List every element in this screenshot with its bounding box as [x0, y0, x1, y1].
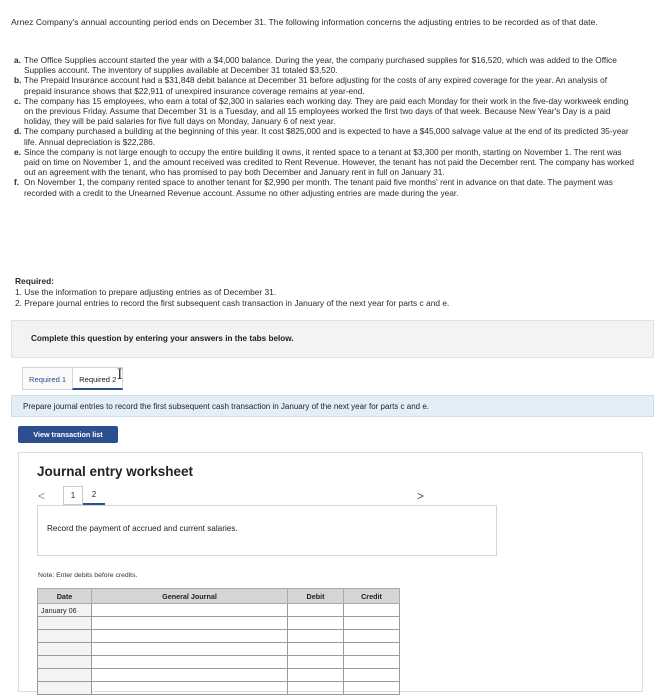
list-item — [14, 177, 636, 197]
general-journal-cell[interactable] — [92, 617, 288, 630]
instruction-text: Complete this question by entering your answers in the tabs below. — [31, 334, 294, 343]
item-text: The company purchased a building at the beginning of this year. It cost $825,000 and is expected to have a $45,000 salvage value at the end of its predicted 35-year life. Annual depreciation is $22,286. — [24, 126, 629, 147]
table-row — [38, 656, 400, 669]
journal-entry-worksheet — [18, 452, 643, 692]
table-row — [38, 643, 400, 656]
journal-table — [37, 588, 400, 695]
debit-credit-note: Note: Enter debits before credits. — [38, 572, 138, 579]
general-journal-cell[interactable] — [92, 630, 288, 643]
date-cell — [38, 643, 92, 656]
tab-instruction-bar — [11, 395, 654, 417]
table-header-row — [38, 589, 400, 604]
debit-cell[interactable] — [288, 630, 344, 643]
required-heading: Required: — [15, 276, 55, 286]
record-instruction-text: Record the payment of accrued and current salaries. — [47, 524, 238, 533]
tab-required-1[interactable]: Required 1 — [22, 367, 73, 390]
item-text: The Office Supplies account started the year with a $4,000 balance. During the year, the company purchased supplies for $16,520, which was added to the Office Supplies account. The inventory of supplies available at December 31 totaled $3,520. — [24, 55, 617, 76]
problem-intro: Arnez Company's annual accounting period ends on December 31. The following information concerns the adjusting entries to be recorded as of that date. — [11, 17, 598, 27]
credit-cell[interactable] — [344, 617, 400, 630]
debit-cell[interactable] — [288, 682, 344, 695]
debit-cell[interactable] — [288, 643, 344, 656]
credit-cell[interactable] — [344, 656, 400, 669]
required-line-1: 1. Use the information to prepare adjusting entries as of December 31. — [15, 287, 277, 297]
item-label: b. — [14, 75, 22, 86]
column-header-debit: Debit — [288, 589, 344, 604]
chevron-right-icon[interactable]: > — [417, 489, 425, 503]
general-journal-cell[interactable] — [92, 656, 288, 669]
worksheet-title: Journal entry worksheet — [37, 464, 194, 479]
table-row — [38, 682, 400, 695]
item-label: c. — [14, 95, 21, 106]
problem-items-list — [14, 55, 636, 198]
required-section — [15, 276, 449, 309]
credit-cell[interactable] — [344, 669, 400, 682]
column-header-general-journal: General Journal — [92, 589, 288, 604]
record-instruction-box — [37, 505, 497, 556]
date-cell — [38, 669, 92, 682]
column-header-date: Date — [38, 589, 92, 604]
table-row — [38, 617, 400, 630]
chevron-left-icon[interactable]: < — [38, 489, 46, 503]
item-text: The Prepaid Insurance account had a $31,848 debit balance at December 31 before adjusting for the costs of any expired coverage for the year. An analysis of prepaid insurance shows that $22,911 of unexpired insurance coverage remains at year-end. — [24, 75, 607, 96]
item-label: d. — [14, 126, 22, 137]
date-cell: January 06 — [38, 604, 92, 617]
tab-required-2[interactable]: Required 2 — [72, 367, 123, 390]
page-button-2[interactable]: 2 — [83, 486, 105, 505]
column-header-credit: Credit — [344, 589, 400, 604]
list-item — [14, 75, 636, 95]
item-label: a. — [14, 55, 21, 65]
item-text: The company has 15 employees, who earn a total of $2,300 in salaries each working day. They are paid each Monday for their work in the five-day workweek ending on the previous Friday. Assume that December 31 is a Tuesday, and all 15 employees worked the first two days of that week. Because New Year's Day is a paid holiday, they will be paid salaries for five full days on Monday, January 6 of next year. — [24, 95, 629, 127]
tab-bar — [22, 367, 122, 390]
item-label: f. — [14, 177, 20, 188]
list-item — [14, 55, 636, 75]
date-cell — [38, 630, 92, 643]
view-transaction-list-button[interactable]: View transaction list — [18, 426, 118, 443]
instruction-box — [11, 320, 654, 358]
general-journal-cell[interactable] — [92, 643, 288, 656]
page-button-1[interactable]: 1 — [63, 486, 83, 505]
credit-cell[interactable] — [344, 604, 400, 617]
general-journal-cell[interactable] — [92, 682, 288, 695]
list-item — [14, 147, 636, 178]
item-text: Since the company is not large enough to occupy the entire building it owns, it rented space to a tenant at $3,300 per month, starting on November 1. The rent was paid on time on November 1, and the amount received was credited to Rent Revenue. However, the tenant has not paid the December rent. The company has worked out an agreement with the tenant, who has promised to pay both December and January rent in full on January 31. — [24, 146, 635, 178]
item-label: e. — [14, 146, 21, 157]
debit-cell[interactable] — [288, 669, 344, 682]
general-journal-cell[interactable] — [92, 669, 288, 682]
table-row — [38, 669, 400, 682]
list-item — [14, 126, 636, 146]
date-cell — [38, 617, 92, 630]
list-item — [14, 96, 636, 127]
debit-cell[interactable] — [288, 617, 344, 630]
text-cursor-icon: I — [117, 367, 123, 383]
general-journal-cell[interactable] — [92, 604, 288, 617]
credit-cell[interactable] — [344, 630, 400, 643]
required-line-2: 2. Prepare journal entries to record the first subsequent cash transaction in January of the next year for parts c and e. — [15, 298, 450, 308]
date-cell — [38, 682, 92, 695]
tab-instruction-text: Prepare journal entries to record the first subsequent cash transaction in January of the next year for parts c and e. — [23, 402, 429, 411]
credit-cell[interactable] — [344, 643, 400, 656]
item-text: On November 1, the company rented space to another tenant for $2,990 per month. The tenant paid five months' rent in advance on that date. The payment was recorded with a credit to the Unearned Revenue account. Assume no other adjusting entries are made during the year. — [24, 177, 613, 198]
credit-cell[interactable] — [344, 682, 400, 695]
debit-cell[interactable] — [288, 656, 344, 669]
table-row — [38, 604, 400, 617]
table-row — [38, 630, 400, 643]
debit-cell[interactable] — [288, 604, 344, 617]
date-cell — [38, 656, 92, 669]
